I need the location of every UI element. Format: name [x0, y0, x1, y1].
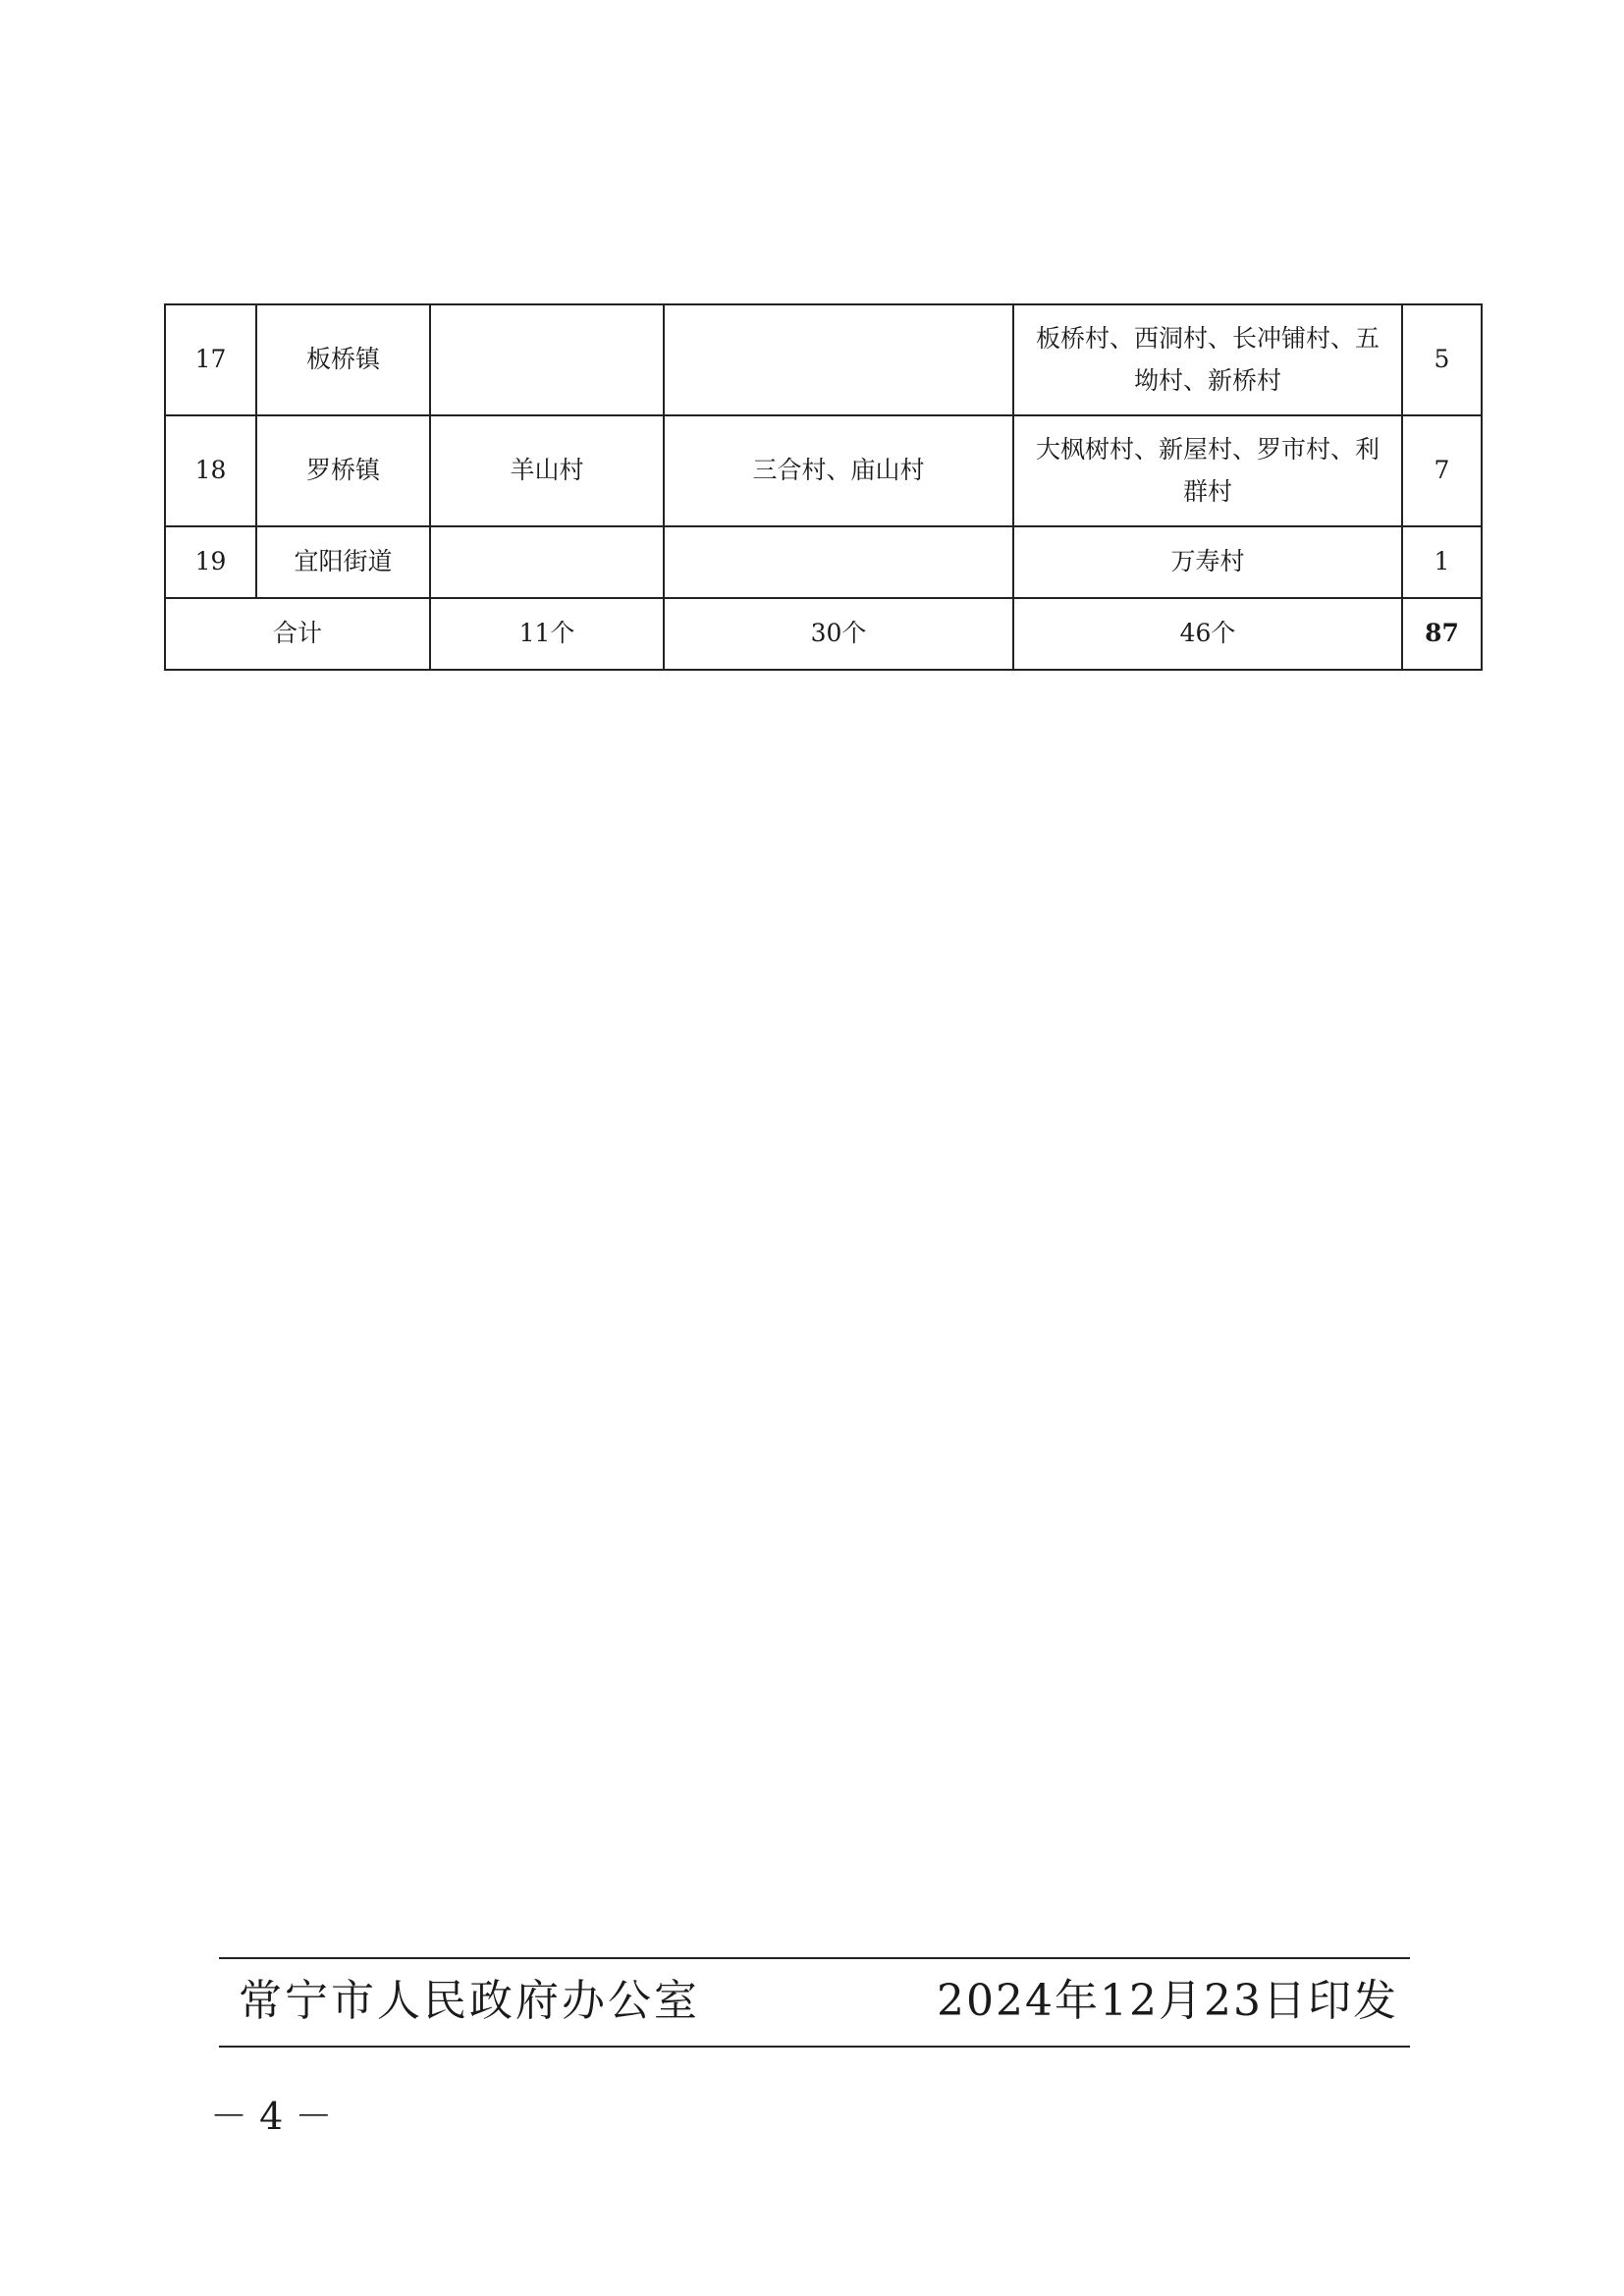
issuing-office: 常宁市人民政府办公室 — [239, 1976, 700, 2026]
footer-divider-top — [219, 1957, 1410, 1959]
village-list-table — [164, 303, 1483, 671]
total-label: 合计 — [165, 598, 430, 670]
col4-villages — [664, 304, 1013, 415]
row-number: 19 — [165, 526, 256, 598]
page-number: － 4 － — [210, 2095, 333, 2138]
village-count: 7 — [1402, 415, 1482, 526]
row-number: 18 — [165, 415, 256, 526]
col4-villages: 三合村、庙山村 — [664, 415, 1013, 526]
table-total-row — [165, 598, 1482, 670]
col5-villages: 万寿村 — [1013, 526, 1402, 598]
total-col4: 30个 — [664, 598, 1013, 670]
village-count: 5 — [1402, 304, 1482, 415]
town-name: 宜阳街道 — [256, 526, 430, 598]
village-count: 1 — [1402, 526, 1482, 598]
col3-villages — [430, 304, 664, 415]
table-row — [165, 415, 1482, 526]
town-name: 罗桥镇 — [256, 415, 430, 526]
col4-villages — [664, 526, 1013, 598]
town-name: 板桥镇 — [256, 304, 430, 415]
col5-villages: 大枫树村、新屋村、罗市村、利群村 — [1013, 415, 1402, 526]
total-col5: 46个 — [1013, 598, 1402, 670]
col5-villages: 板桥村、西洞村、长冲铺村、五坳村、新桥村 — [1013, 304, 1402, 415]
row-number: 17 — [165, 304, 256, 415]
footer-divider-bottom — [219, 2046, 1410, 2048]
table-row — [165, 526, 1482, 598]
total-col3: 11个 — [430, 598, 664, 670]
total-count: 87 — [1402, 598, 1482, 670]
col3-villages: 羊山村 — [430, 415, 664, 526]
col3-villages — [430, 526, 664, 598]
table-row — [165, 304, 1482, 415]
issue-date: 2024年12月23日印发 — [937, 1976, 1398, 2026]
